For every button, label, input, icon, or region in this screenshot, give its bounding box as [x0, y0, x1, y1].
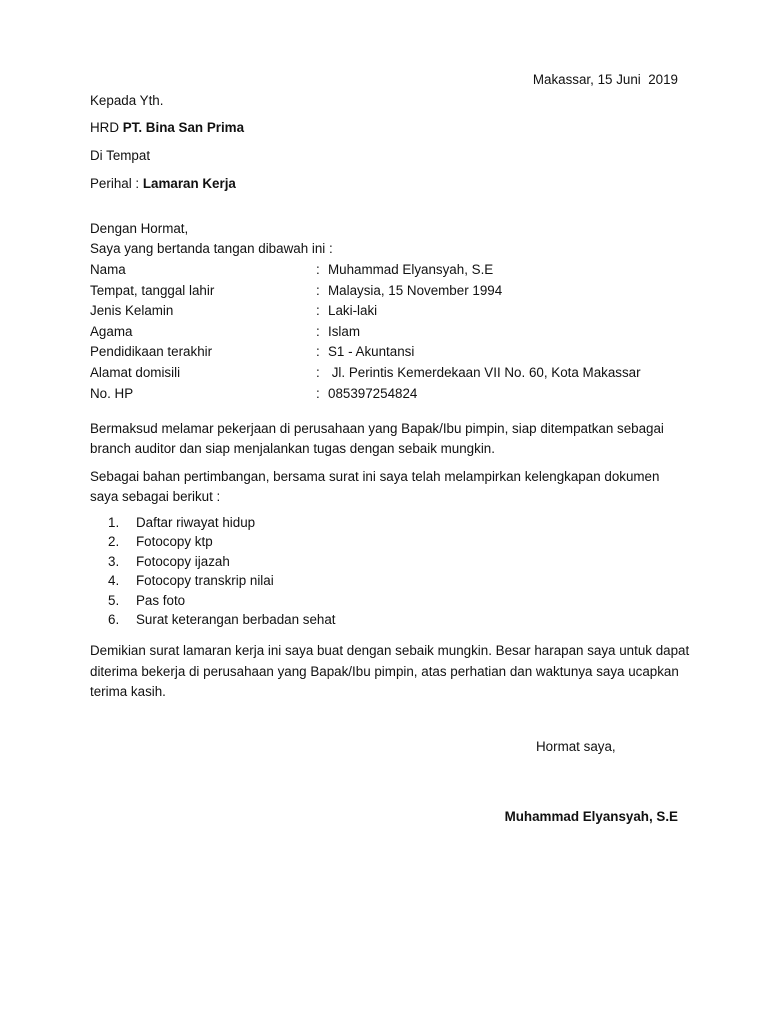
- detail-separator: :: [316, 364, 320, 380]
- detail-row-gender: [90, 301, 690, 322]
- list-item-number: 6.: [108, 611, 120, 627]
- detail-separator: :: [316, 262, 320, 277]
- attachment-list: [108, 513, 336, 629]
- detail-label: Tempat, tanggal lahir: [90, 282, 215, 298]
- list-item-text: Fotocopy ijazah: [136, 553, 230, 569]
- detail-value: Islam: [328, 323, 360, 339]
- detail-separator: :: [316, 282, 320, 298]
- list-item: [108, 610, 336, 629]
- detail-value: S1 - Akuntansi: [328, 344, 415, 360]
- detail-separator: :: [316, 385, 320, 401]
- detail-label: Pendidikaan terakhir: [90, 344, 213, 360]
- paragraph-purpose: Bermaksud melamar pekerjaan di perusahaan yang Bapak/Ibu pimpin, siap ditempatkan sebagai branch auditor dan siap menjalankan tugas dengan sebaik mungkin.: [90, 421, 664, 456]
- detail-row-birth: [90, 281, 690, 302]
- subject-prefix: Perihal :: [90, 176, 143, 191]
- detail-label: Nama: [90, 262, 126, 277]
- details-table: [90, 260, 690, 404]
- list-item-text: Fotocopy ktp: [136, 534, 213, 550]
- detail-separator: :: [316, 303, 320, 319]
- detail-label: No. HP: [90, 385, 134, 401]
- detail-row-phone: [90, 384, 690, 405]
- recipient-prefix: HRD: [90, 120, 123, 135]
- list-item: [108, 552, 336, 571]
- signature-name: Muhammad Elyansyah, S.E: [504, 809, 678, 824]
- list-item: [108, 513, 336, 532]
- list-item-number: 4.: [108, 573, 120, 589]
- intro-line: [90, 239, 690, 260]
- place-line: [90, 146, 690, 167]
- detail-label: Agama: [90, 323, 133, 339]
- detail-value: Jl. Perintis Kemerdekaan VII No. 60, Kota Makassar: [328, 364, 641, 380]
- place-text: Di Tempat: [90, 148, 151, 163]
- list-item-text: Daftar riwayat hidup: [136, 515, 256, 530]
- list-item-number: 2.: [108, 534, 120, 550]
- letter-date: Makassar, 15 Juni 2019: [532, 72, 678, 87]
- to-line: Kepada Yth.: [90, 93, 164, 108]
- recipient-company: PT. Bina San Prima: [122, 120, 245, 135]
- recipient-block: [90, 91, 690, 111]
- list-item-text: Fotocopy transkrip nilai: [136, 573, 274, 589]
- paragraph-attachments-intro: Sebagai bahan pertimbangan, bersama surat ini saya telah melampirkan kelengkapan dokumen saya sebagai berikut :: [90, 469, 660, 504]
- greeting-line: [90, 219, 690, 240]
- list-item-number: 5.: [108, 592, 120, 608]
- paragraph-closing: Demikian surat lamaran kerja ini saya buat dengan sebaik mungkin. Besar harapan saya untuk dapat diterima bekerja di perusahaan yang Bapak/Ibu pimpin, atas perhatian dan waktunya saya ucapkan terima kasih.: [90, 643, 690, 699]
- recipient-line: [90, 118, 690, 139]
- detail-separator: :: [316, 323, 320, 339]
- intro-text: Saya yang bertanda tangan dibawah ini :: [90, 241, 333, 256]
- detail-row-religion: [90, 322, 690, 343]
- list-item-number: 1.: [108, 515, 120, 530]
- subject-line: [90, 174, 690, 195]
- detail-label: Jenis Kelamin: [90, 303, 174, 319]
- list-item-number: 3.: [108, 553, 120, 569]
- detail-row-education: [90, 342, 690, 363]
- closing-salutation: Hormat saya,: [536, 739, 616, 754]
- detail-separator: :: [316, 344, 320, 360]
- detail-value: Muhammad Elyansyah, S.E: [328, 262, 494, 277]
- detail-value: Laki-laki: [328, 303, 378, 319]
- list-item-text: Pas foto: [136, 592, 186, 608]
- detail-row-address: [90, 363, 690, 384]
- detail-value: 085397254824: [328, 385, 418, 401]
- detail-value: Malaysia, 15 November 1994: [328, 282, 503, 298]
- list-item: [108, 591, 336, 610]
- subject-text: Lamaran Kerja: [142, 176, 236, 191]
- detail-row-name: [90, 260, 690, 281]
- greeting-text: Dengan Hormat,: [90, 221, 189, 236]
- detail-label: Alamat domisili: [90, 364, 181, 380]
- list-item: [108, 571, 336, 590]
- list-item-text: Surat keterangan berbadan sehat: [136, 611, 336, 627]
- list-item: [108, 532, 336, 551]
